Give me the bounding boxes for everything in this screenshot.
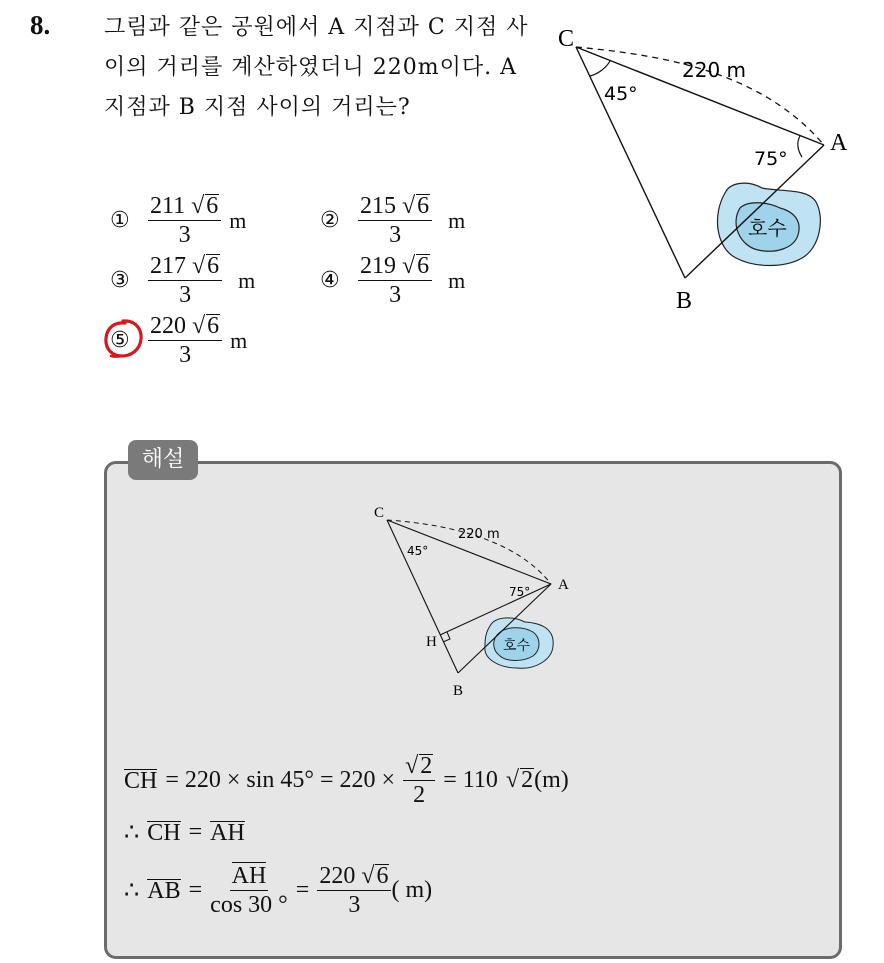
solution-label-a: A: [558, 577, 569, 593]
choice-marker: ③: [110, 268, 130, 293]
solution-angle-a-label: 75°: [509, 585, 531, 599]
answer-mark-icon: [101, 316, 145, 360]
question-text: 그림과 같은 공원에서 A 지점과 C 지점 사이의 거리를 계산하였더니 220m이다. A 지점과 B 지점 사이의 거리는?: [104, 15, 529, 120]
choice-5[interactable]: ⑤ $\frac{220 √6}{3}$ m: [110, 313, 248, 368]
choice-1[interactable]: ① $\frac{211 √6}{3}$ m: [110, 193, 247, 248]
choice-3[interactable]: ③ $\frac{217 √6}{3}$ m: [110, 253, 256, 308]
choice-marker: ①: [110, 208, 130, 233]
angle-c-label: 45°: [604, 83, 638, 105]
equation-line-2: ∴ CH = AH: [124, 819, 245, 846]
choice-2[interactable]: ② $\frac{215 √6}{3}$ m: [320, 193, 466, 248]
solution-label-c: C: [374, 505, 385, 521]
solution-distance-label: 220 m: [458, 527, 500, 542]
label-c: C: [558, 26, 575, 52]
solution-figure: [365, 498, 585, 698]
choice-marker: ④: [320, 268, 340, 293]
solution-angle-c-label: 45°: [407, 544, 429, 558]
solution-lake-label: 호수: [503, 638, 531, 654]
angle-a-label: 75°: [754, 148, 788, 170]
equation-line-1: CH = 220 × sin 45° = 220 × $\frac{√2}{2}$ = 110 √2 (m): [124, 753, 569, 808]
solution-label-h: H: [426, 634, 437, 650]
choice-marker: ⑤: [110, 328, 130, 353]
equation-line-3: ∴ AB = $\frac{AH}{\cos 30 ^\circ}$ = $\frac{220 √6}{3}$ ( m): [124, 863, 433, 918]
lake-label: 호수: [748, 216, 787, 240]
choice-marker: ②: [320, 208, 340, 233]
distance-label: 220 m: [682, 58, 747, 82]
solution-label-b: B: [453, 683, 464, 698]
question-number: 8.: [30, 10, 51, 40]
label-a: A: [830, 130, 848, 156]
problem-figure: [540, 10, 870, 320]
choice-4[interactable]: ④ $\frac{219 √6}{3}$ m: [320, 253, 466, 308]
solution-tag: 해설: [128, 440, 198, 480]
label-b: B: [676, 288, 693, 314]
